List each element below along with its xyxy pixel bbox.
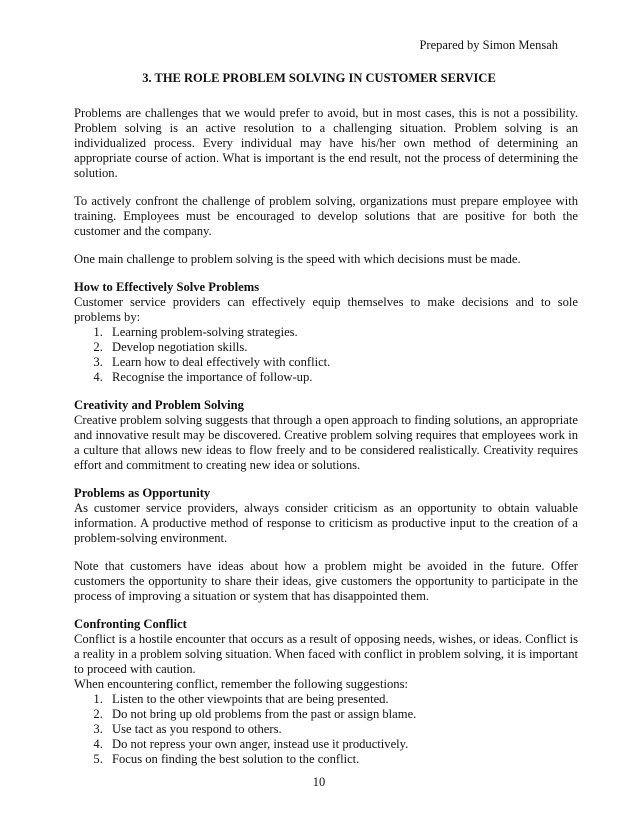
list-item: 1. Learning problem-solving strategies. [106, 325, 578, 340]
section-heading-creativity: Creativity and Problem Solving [74, 398, 244, 412]
list-item: 2. Do not bring up old problems from the past or assign blame. [106, 707, 578, 722]
list-item: 1. Listen to the other viewpoints that are being presented. [106, 692, 578, 707]
list-item: 5. Focus on finding the best solution to the conflict. [106, 752, 578, 767]
effective-list [74, 325, 578, 385]
section-text-effective: Customer service providers can effectively equip themselves to make decisions and to sole problems by: [74, 295, 578, 324]
section-heading-effective: How to Effectively Solve Problems [74, 280, 260, 294]
section-text-conflict: Conflict is a hostile encounter that occurs as a result of opposing needs, wishes, or ideas. Conflict is a reality in a problem solving situation. When faced with conflict in problem solving, it is important to proceed with caution. [74, 632, 578, 676]
intro-paragraph-3: One main challenge to problem solving is the speed with which decisions must be made. [74, 252, 521, 266]
section-note-opportunity: Note that customers have ideas about how a problem might be avoided in the future. Offer customers the opportunity to share their ideas, give customers the opportunity to participate in the process of improving a situation or system that has disappointed them. [74, 559, 578, 603]
page-number: 10 [312, 775, 326, 789]
list-item: 3. Use tact as you respond to others. [106, 722, 578, 737]
section-text-opportunity: As customer service providers, always consider criticism as an opportunity to obtain valuable information. A productive method of response to criticism as productive input to the creation of a problem-solving environment. [74, 501, 578, 545]
conflict-list [74, 692, 578, 767]
page-header: Prepared by Simon Mensah [419, 38, 558, 52]
section-text-creativity: Creative problem solving suggests that through a open approach to finding solutions, an appropriate and innovative result may be discovered. Creative problem solving requires that employees work in a culture that allows new ideas to flow freely and to be considered realistically. Creativity requires effort and commitment to creating new idea or solutions. [74, 413, 578, 472]
page-title: 3. THE ROLE PROBLEM SOLVING IN CUSTOMER SERVICE [142, 71, 496, 85]
list-item: 2. Develop negotiation skills. [106, 340, 578, 355]
list-item: 3. Learn how to deal effectively with conflict. [106, 355, 578, 370]
intro-paragraph-2: To actively confront the challenge of problem solving, organizations must prepare employee with training. Employees must be encouraged to develop solutions that are positive for both the customer and the company. [74, 194, 578, 238]
document-body [74, 106, 578, 767]
intro-paragraph-1: Problems are challenges that we would prefer to avoid, but in most cases, this is not a possibility. Problem solving is an active resolution to a challenging situation. Problem solving is an individualized process. Every individual may have his/her own method of determining an appropriate course of action. What is important is the end result, not the process of determining the solution. [74, 106, 578, 180]
list-item: 4. Recognise the importance of follow-up. [106, 370, 578, 385]
list-item: 4. Do not repress your own anger, instead use it productively. [106, 737, 578, 752]
section-lead-conflict: When encountering conflict, remember the following suggestions: [74, 677, 408, 691]
section-heading-conflict: Confronting Conflict [74, 617, 187, 631]
section-heading-opportunity: Problems as Opportunity [74, 486, 211, 500]
